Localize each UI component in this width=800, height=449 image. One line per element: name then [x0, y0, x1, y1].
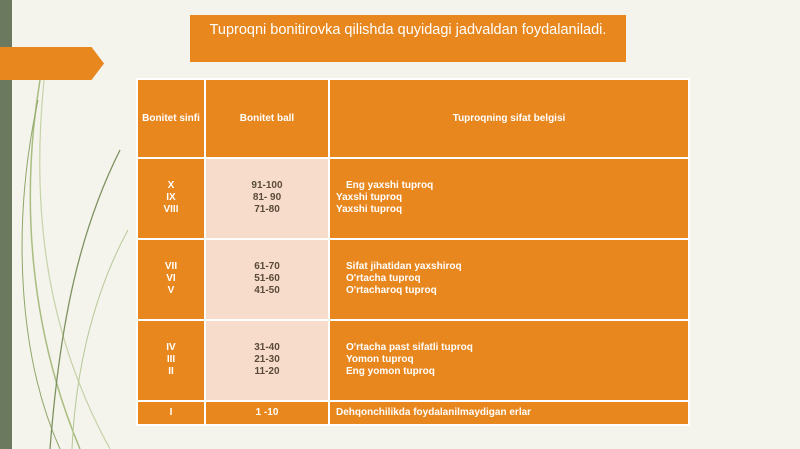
class-value: VI	[166, 273, 176, 285]
quality-value: O'rtacharoq tuproq	[346, 285, 437, 297]
class-value: III	[166, 354, 176, 366]
score-value: 21-30	[254, 354, 280, 366]
score-value: 71-80	[254, 204, 280, 216]
quality-cell	[329, 158, 689, 239]
class-cell	[137, 320, 205, 401]
class-value: IV	[166, 342, 176, 354]
header-bonitet-score: Bonitet ball	[205, 79, 329, 158]
score-value: 51-60	[254, 273, 280, 285]
quality-value: Eng yomon tuproq	[346, 366, 435, 378]
table-row	[137, 320, 689, 401]
class-value: X	[167, 180, 175, 192]
class-cell	[137, 158, 205, 239]
table-row	[137, 401, 689, 425]
score-value: 41-50	[254, 285, 280, 297]
class-value: II	[168, 366, 174, 378]
quality-value: O'rtacha past sifatli tuproq	[346, 342, 473, 354]
arrow-tab	[0, 47, 104, 80]
score-value: 31-40	[254, 342, 280, 354]
score-value: 11-20	[254, 366, 280, 378]
table-row	[137, 239, 689, 320]
slide-title: Tuproqni bonitirovka qilishda quyidagi jadvaldan foydalaniladi.	[190, 15, 626, 62]
quality-value: Sifat jihatidan yaxshiroq	[346, 261, 462, 273]
header-bonitet-class: Bonitet sinfi	[137, 79, 205, 158]
quality-value: Eng yaxshi tuproq	[346, 180, 434, 192]
quality-value: Yaxshi tuproq	[336, 192, 403, 204]
class-value: IX	[166, 192, 176, 204]
score-cell	[205, 239, 329, 320]
header-quality: Tuproqning sifat belgisi	[329, 79, 689, 158]
class-cell	[137, 239, 205, 320]
table-row	[137, 158, 689, 239]
score-value: 91-100	[251, 180, 283, 192]
class-value: I	[169, 406, 173, 418]
table-header-row	[137, 79, 689, 158]
quality-value: O'rtacha tuproq	[346, 273, 421, 285]
score-cell	[205, 320, 329, 401]
quality-cell	[329, 401, 689, 425]
class-value: VII	[164, 261, 178, 273]
quality-cell	[329, 239, 689, 320]
score-cell	[205, 401, 329, 425]
quality-value: Dehqonchilikda foydalanilmaydigan erlar	[336, 406, 532, 418]
score-value: 81- 90	[252, 192, 282, 204]
class-cell	[137, 401, 205, 425]
bonitet-table	[136, 78, 690, 426]
quality-cell	[329, 320, 689, 401]
score-cell	[205, 158, 329, 239]
quality-value: Yomon tuproq	[346, 354, 414, 366]
quality-value: Yaxshi tuproq	[336, 204, 403, 216]
class-value: VIII	[163, 204, 179, 216]
class-value: V	[167, 285, 175, 297]
score-value: 61-70	[254, 261, 280, 273]
score-value: 1 -10	[255, 406, 279, 418]
